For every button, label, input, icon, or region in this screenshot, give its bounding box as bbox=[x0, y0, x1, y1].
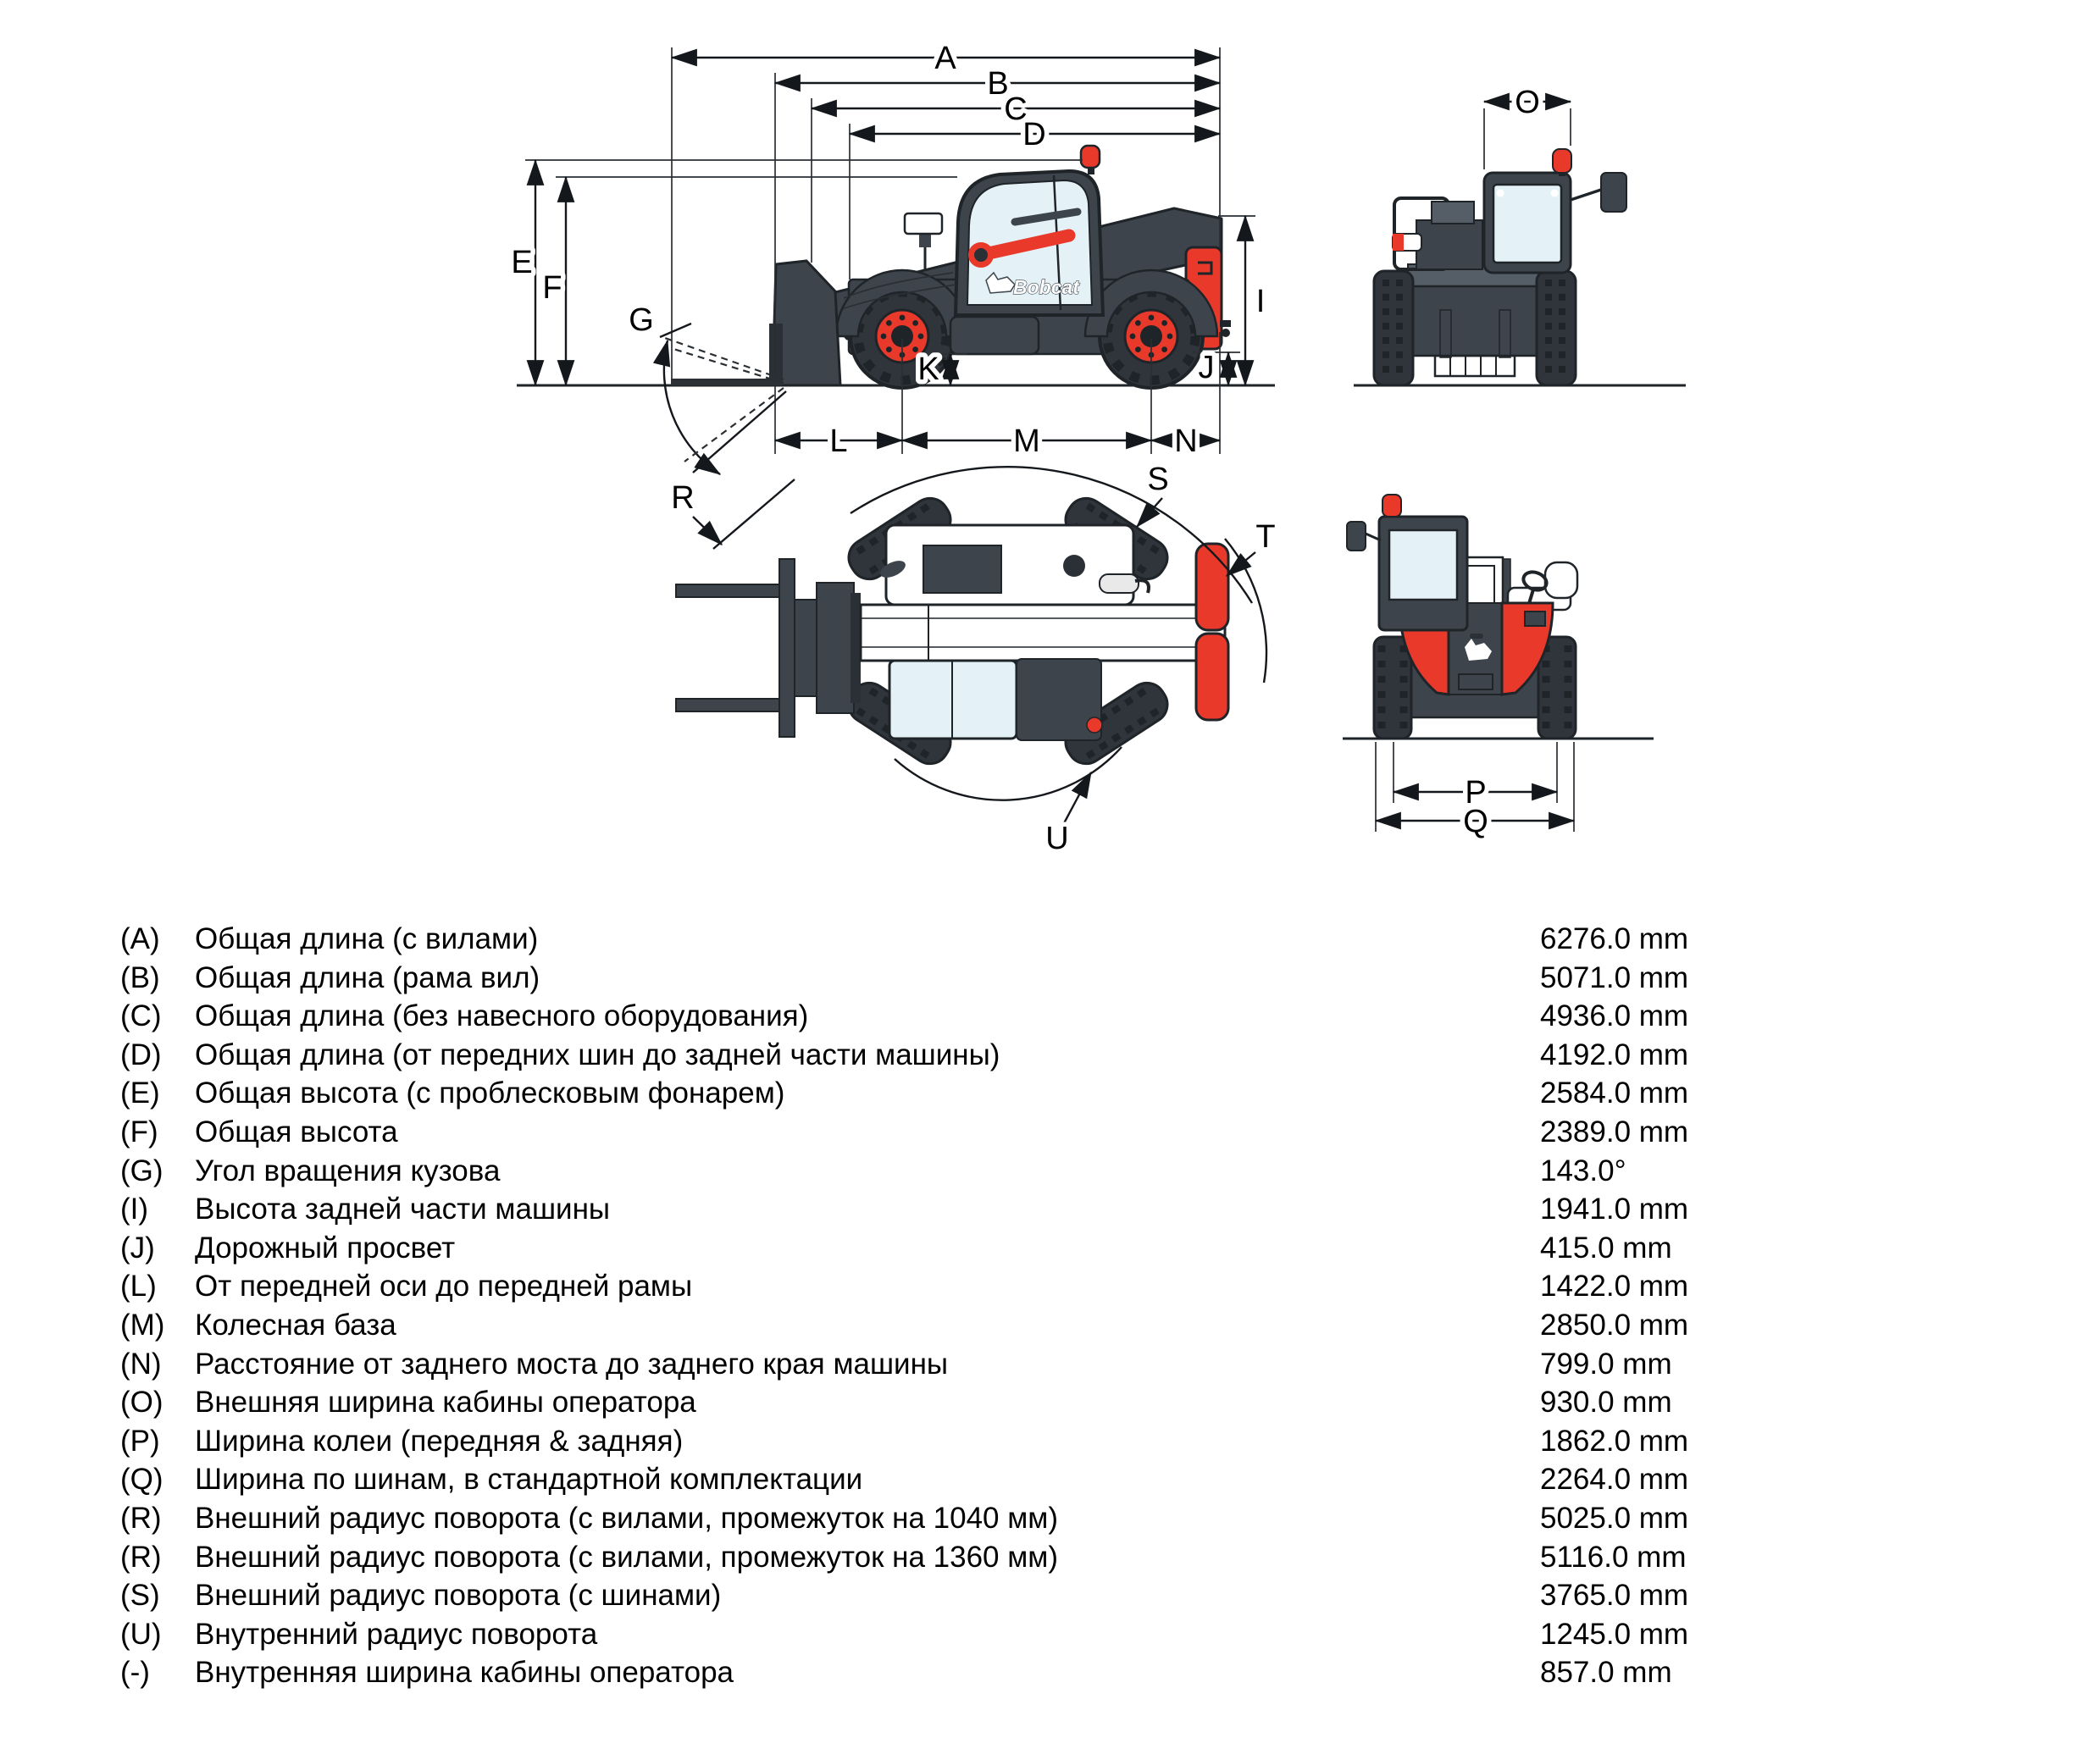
dim-label-f: F bbox=[542, 270, 562, 306]
dim-value: 930.0 mm bbox=[1540, 1386, 1672, 1420]
rear-hitch bbox=[1435, 356, 1515, 376]
dim-label-u: U bbox=[1045, 821, 1069, 856]
dim-label-r: R bbox=[671, 480, 695, 516]
engine-window bbox=[923, 545, 1001, 593]
dim-key: (P) bbox=[120, 1424, 160, 1458]
table-row bbox=[0, 997, 2100, 1036]
dim-key: (J) bbox=[120, 1231, 155, 1265]
table-row bbox=[0, 1653, 2100, 1692]
rear-body bbox=[1413, 286, 1537, 356]
dim-value: 2584.0 mm bbox=[1540, 1077, 1689, 1110]
dim-key: (R) bbox=[120, 1540, 162, 1574]
dim-desc: Внешний радиус поворота (с вилами, промежуток на 1040 мм) bbox=[195, 1501, 1058, 1535]
dim-desc: Колесная база bbox=[195, 1308, 396, 1342]
dim-label-l: L bbox=[829, 423, 848, 459]
dim-desc: Ширина колеи (передняя & задняя) bbox=[195, 1424, 684, 1458]
table-row bbox=[0, 1383, 2100, 1422]
carriage bbox=[817, 583, 854, 713]
dim-value: 5116.0 mm bbox=[1540, 1540, 1687, 1574]
telehandler-rear-illustration bbox=[1374, 149, 1626, 385]
dim-desc: Общая длина (рама вил) bbox=[195, 960, 540, 994]
left-tire bbox=[1374, 271, 1413, 385]
dim-value: 1245.0 mm bbox=[1540, 1617, 1689, 1651]
dim-desc: Общая высота bbox=[195, 1115, 398, 1148]
fork-tine bbox=[676, 584, 786, 597]
table-row bbox=[0, 1152, 2100, 1191]
table-row bbox=[0, 1113, 2100, 1152]
dim-label-t: T bbox=[1255, 519, 1276, 555]
dim-key: (O) bbox=[120, 1386, 163, 1420]
dim-desc: От передней оси до передней рамы bbox=[195, 1270, 693, 1303]
dim-key: (D) bbox=[120, 1038, 162, 1071]
dim-desc: Дорожный просвет bbox=[195, 1231, 456, 1265]
dim-value: 6276.0 mm bbox=[1540, 922, 1689, 955]
dim-label-c: C bbox=[1004, 91, 1028, 127]
dim-label-a: A bbox=[934, 41, 956, 76]
beacon-light bbox=[1553, 149, 1571, 173]
dim-value: 143.0° bbox=[1540, 1154, 1626, 1187]
table-row bbox=[0, 1267, 2100, 1306]
dim-key: (U) bbox=[120, 1617, 162, 1651]
telehandler-side-illustration bbox=[671, 146, 1231, 388]
left-tire bbox=[1374, 637, 1411, 739]
dim-label-e: E bbox=[511, 245, 533, 280]
fork-frame bbox=[779, 559, 795, 737]
dim-value: 799.0 mm bbox=[1540, 1347, 1672, 1381]
counterweight-top bbox=[1196, 544, 1228, 630]
table-row bbox=[0, 1460, 2100, 1499]
table-row bbox=[0, 1499, 2100, 1538]
dim-label-q: Q bbox=[1463, 804, 1488, 839]
dim-key: (G) bbox=[120, 1154, 163, 1187]
dim-key: (A) bbox=[120, 922, 160, 955]
beacon-top bbox=[1087, 717, 1102, 733]
dim-value: 857.0 mm bbox=[1540, 1656, 1672, 1690]
dim-desc: Внешняя ширина кабины оператора bbox=[195, 1386, 696, 1420]
table-row bbox=[0, 959, 2100, 998]
table-row bbox=[0, 1074, 2100, 1113]
dim-key: (I) bbox=[120, 1193, 149, 1226]
dim-key: (N) bbox=[120, 1347, 162, 1381]
dim-desc: Расстояние от заднего моста до заднего края машины bbox=[195, 1347, 949, 1381]
brand-logo-text: Bobcat bbox=[1013, 276, 1079, 298]
top-view-diagram bbox=[671, 462, 1275, 856]
table-row bbox=[0, 1615, 2100, 1654]
mirror bbox=[905, 213, 942, 234]
dim-label-o: O bbox=[1515, 85, 1540, 120]
dim-label-j: J bbox=[1198, 350, 1215, 385]
dim-desc: Внешний радиус поворота (с вилами, промежуток на 1360 мм) bbox=[195, 1540, 1058, 1574]
mirror bbox=[1347, 522, 1366, 551]
dim-label-s: S bbox=[1147, 462, 1169, 497]
dim-value: 2850.0 mm bbox=[1540, 1308, 1689, 1342]
dim-key: (F) bbox=[120, 1115, 158, 1148]
dim-key: (R) bbox=[120, 1501, 162, 1535]
boom-top bbox=[861, 605, 1225, 661]
dim-value: 1941.0 mm bbox=[1540, 1193, 1689, 1226]
telehandler-front-illustration bbox=[1347, 495, 1577, 739]
dim-key: (B) bbox=[120, 960, 160, 994]
dim-value: 1862.0 mm bbox=[1540, 1424, 1689, 1458]
dim-desc: Внешний радиус поворота (с шинами) bbox=[195, 1579, 722, 1613]
dim-value: 1422.0 mm bbox=[1540, 1270, 1689, 1303]
dim-key: (-) bbox=[120, 1656, 150, 1690]
mirror bbox=[1601, 173, 1626, 212]
dim-label-n: N bbox=[1174, 423, 1198, 459]
dim-value: 4936.0 mm bbox=[1540, 999, 1689, 1033]
table-row bbox=[0, 1576, 2100, 1615]
cab-glass bbox=[1389, 530, 1457, 600]
front-view-diagram bbox=[1343, 495, 1654, 839]
dim-desc: Внутренний радиус поворота bbox=[195, 1617, 598, 1651]
rear-view-diagram bbox=[1354, 85, 1686, 385]
fuel-cap bbox=[1063, 555, 1085, 577]
console bbox=[1545, 562, 1577, 598]
table-row bbox=[0, 1229, 2100, 1268]
beacon-light bbox=[1382, 495, 1401, 517]
table-row bbox=[0, 1345, 2100, 1384]
dim-desc: Общая длина (от передних шин до задней части машины) bbox=[195, 1038, 1000, 1071]
dim-value: 3765.0 mm bbox=[1540, 1579, 1689, 1613]
dim-key: (M) bbox=[120, 1308, 165, 1342]
dim-key: (E) bbox=[120, 1077, 160, 1110]
dim-value: 5025.0 mm bbox=[1540, 1501, 1689, 1535]
side-view-diagram bbox=[511, 41, 1275, 474]
table-row bbox=[0, 1306, 2100, 1345]
dim-label-m: M bbox=[1013, 423, 1040, 459]
spec-table bbox=[0, 920, 2100, 1692]
dim-value: 2389.0 mm bbox=[1540, 1115, 1689, 1148]
dim-label-k: K bbox=[917, 351, 939, 387]
table-row bbox=[0, 1036, 2100, 1075]
table-row bbox=[0, 1422, 2100, 1461]
dim-label-d: D bbox=[1022, 117, 1046, 152]
beacon-light bbox=[1081, 146, 1100, 168]
dim-label-i: I bbox=[1255, 284, 1266, 319]
counterweight-bottom bbox=[1196, 634, 1228, 720]
telehandler-top-illustration bbox=[676, 491, 1228, 771]
right-tire bbox=[1537, 271, 1576, 385]
dim-desc: Общая длина (с вилами) bbox=[195, 922, 539, 955]
dim-value: 415.0 mm bbox=[1540, 1231, 1672, 1265]
dim-desc: Ширина по шинам, в стандартной комплектации bbox=[195, 1463, 863, 1497]
dim-desc: Угол вращения кузова bbox=[195, 1154, 501, 1187]
dim-value: 5071.0 mm bbox=[1540, 960, 1689, 994]
dim-key: (L) bbox=[120, 1270, 157, 1303]
fork-blade bbox=[671, 379, 773, 385]
dim-key: (S) bbox=[120, 1579, 160, 1613]
muffler bbox=[1100, 574, 1139, 593]
table-row bbox=[0, 1538, 2100, 1577]
table-row bbox=[0, 1190, 2100, 1229]
dim-label-g: G bbox=[629, 302, 654, 338]
dim-desc: Общая высота (с проблесковым фонарем) bbox=[195, 1077, 785, 1110]
dim-label-p: P bbox=[1465, 775, 1487, 811]
dim-value: 2264.0 mm bbox=[1540, 1463, 1689, 1497]
table-row bbox=[0, 920, 2100, 959]
dim-desc: Внутренняя ширина кабины оператора bbox=[195, 1656, 734, 1690]
radius-line-r bbox=[713, 479, 795, 549]
engine-block bbox=[1416, 220, 1482, 269]
dim-desc: Общая длина (без навесного оборудования) bbox=[195, 999, 809, 1033]
dim-desc: Высота задней части машины bbox=[195, 1193, 611, 1226]
dim-key: (Q) bbox=[120, 1463, 163, 1497]
dim-label-b: B bbox=[987, 66, 1009, 102]
side-step bbox=[950, 317, 1039, 354]
cab-glass bbox=[1493, 185, 1561, 263]
fork-tine bbox=[676, 699, 786, 711]
dim-value: 4192.0 mm bbox=[1540, 1038, 1689, 1071]
dim-key: (C) bbox=[120, 999, 162, 1033]
